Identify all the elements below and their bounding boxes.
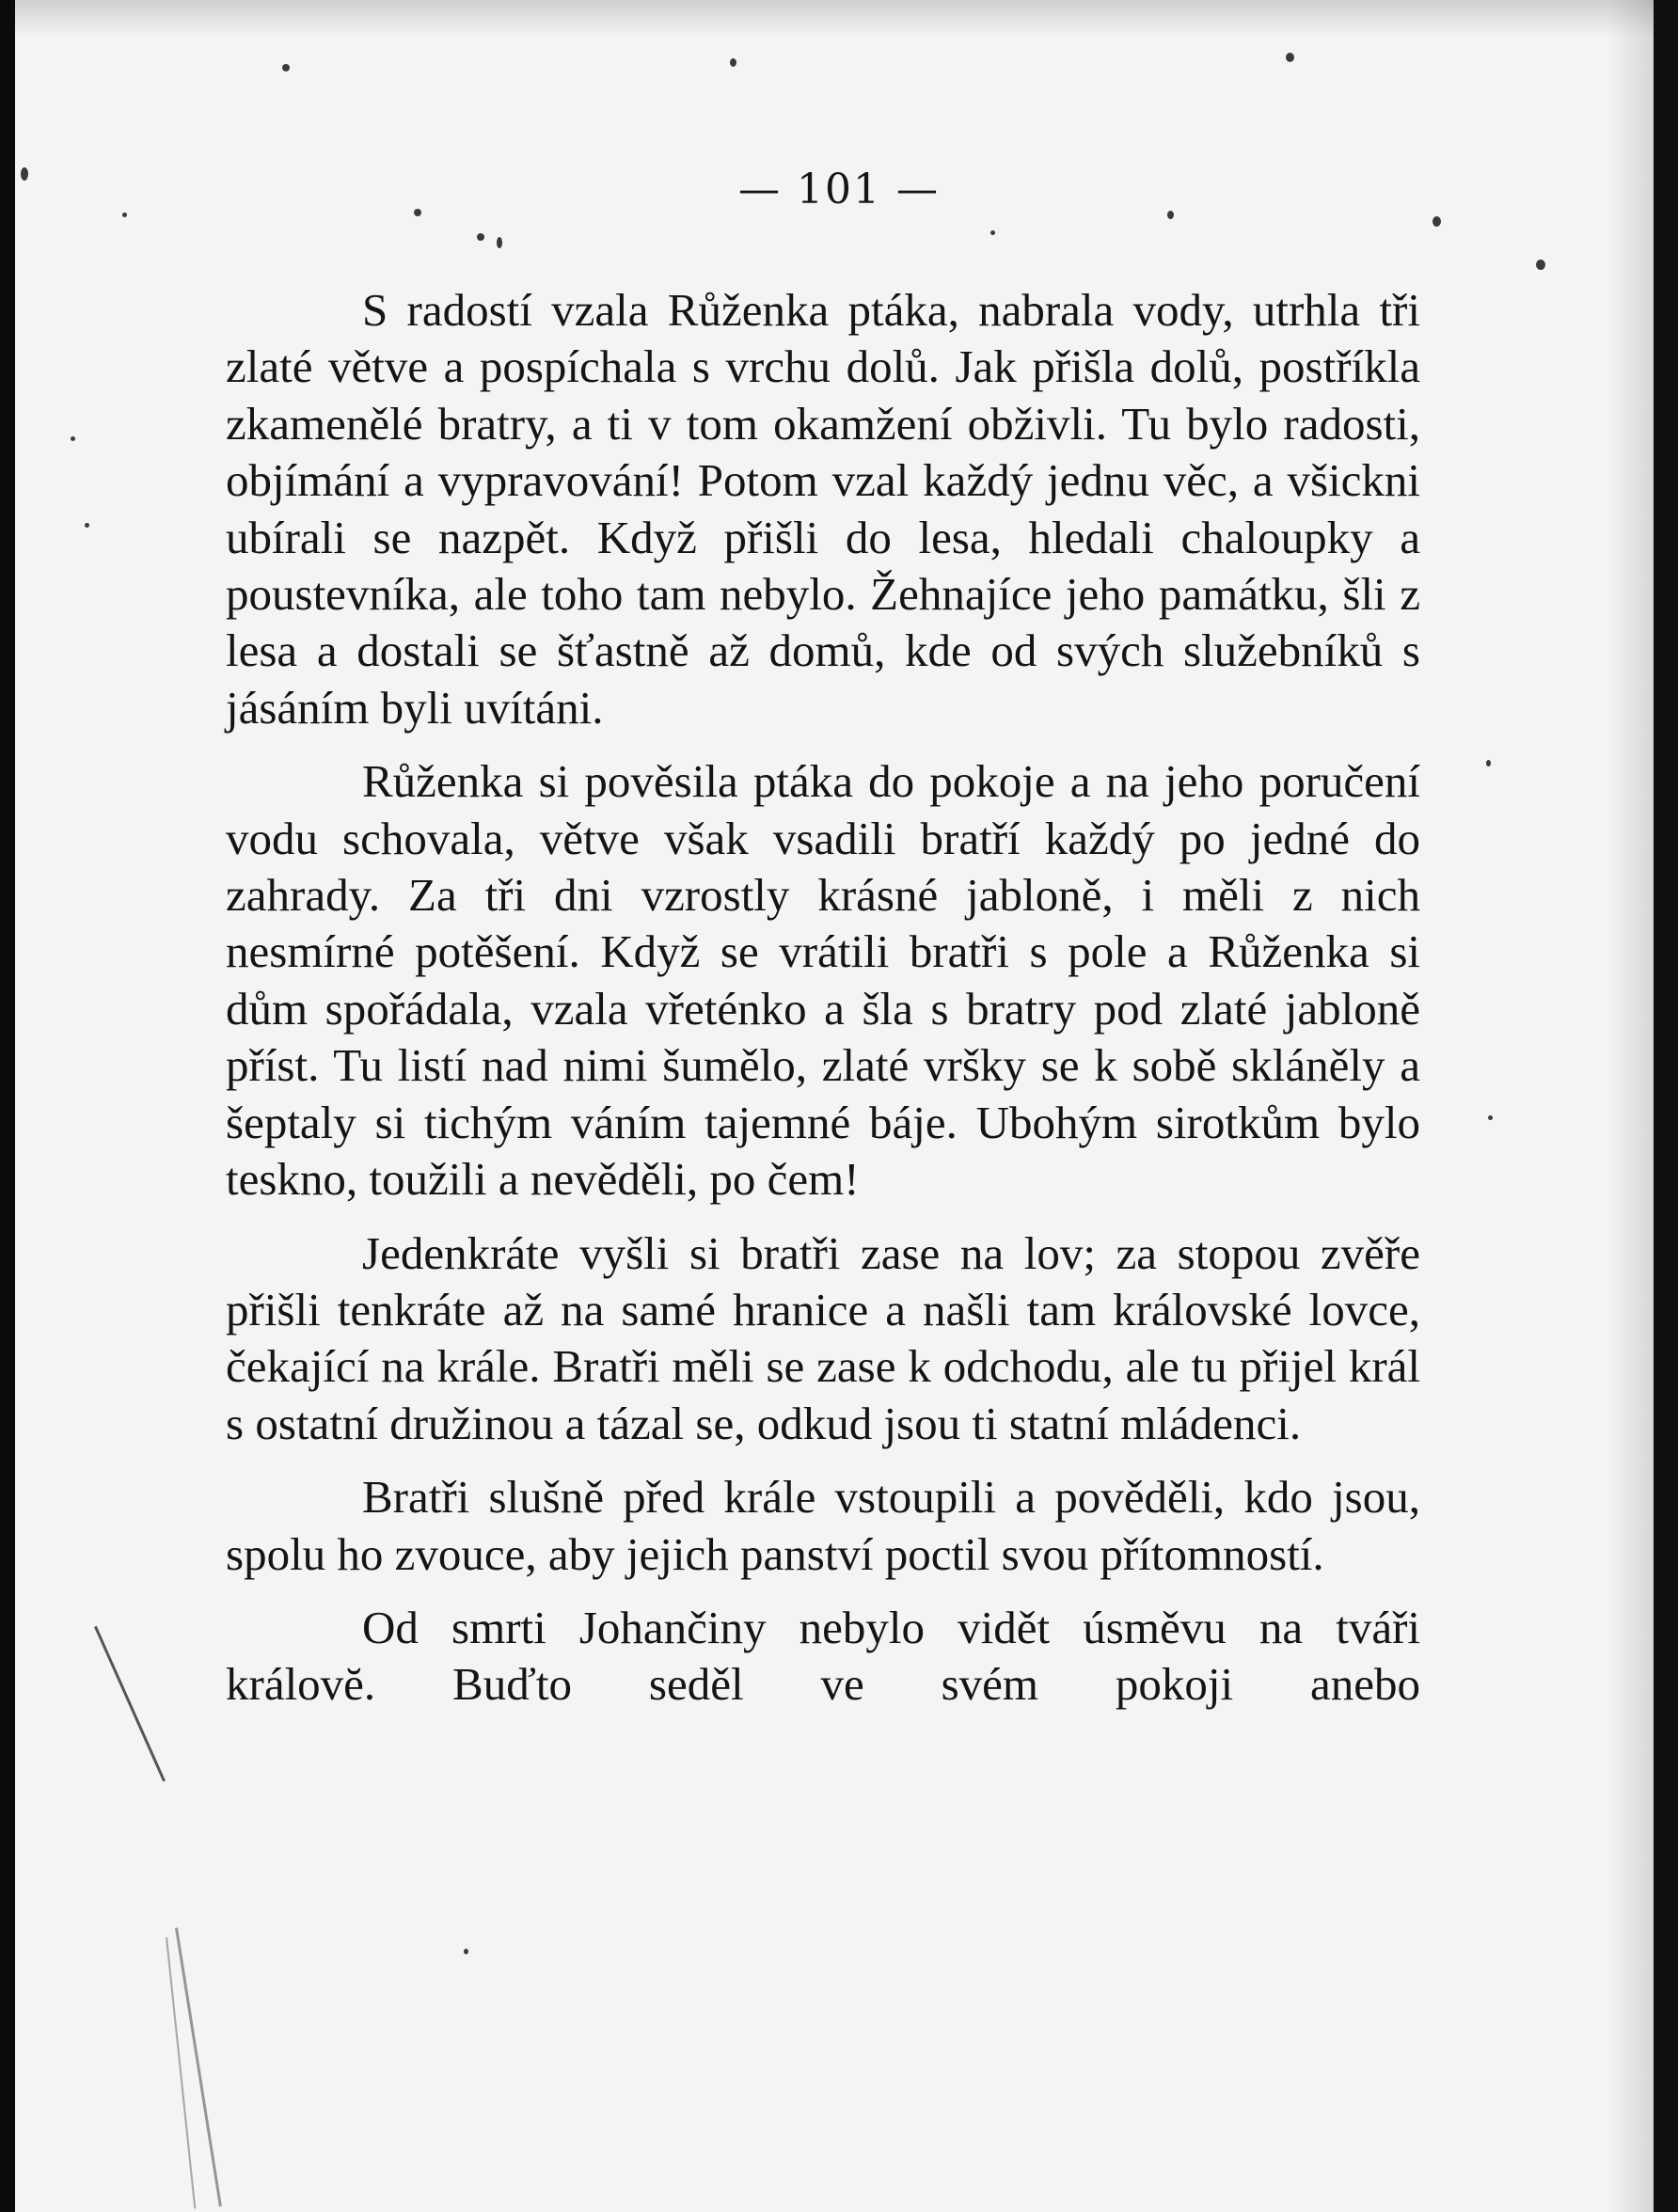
scan-speck (1286, 53, 1294, 62)
scan-right-border (1654, 0, 1678, 2212)
paragraph: Jedenkráte vyšli si bratři zase na lov; za stopou zvěře přišli tenkráte až na samé hranice a našli tam královské lovce, čekající na krále. Bratři měli se zase k odchodu, ale tu přijel král s ostatní družinou a tázal se, odkud jsou ti statní mládenci. (226, 1226, 1420, 1449)
scan-speck (464, 1949, 468, 1954)
scan-scratch (94, 1626, 166, 1782)
paragraph: Bratři slušně před krále vstoupili a pověděli, kdo jsou, spolu ho zvouce, aby jejich panství poctil svou přítomností. (226, 1471, 1420, 1580)
scan-speck (497, 237, 502, 248)
scan-speck (85, 523, 89, 528)
paragraph: S radostí vzala Růženka ptáka, nabrala vody, utrhla tři zlaté větve a pospíchala s vrchu dolů. Jak přišla dolů, postříkla zkamenělé bratry, a ti v tom okamžení obživli. Tu bylo radosti, objímání a vypravování! Potom vzal každý jednu věc, a všickni ubírali se nazpět. Když přišli do lesa, hledali chaloupky a poustevníka, ale toho tam nebylo. Žehnajíce jeho památku, šli z lesa a dostali se šťastně až domů, kde od svých služebníků s jásáním byli uvítáni. (226, 284, 1420, 734)
scan-speck (71, 436, 75, 441)
scan-scratch (166, 1937, 196, 2209)
scan-speck (1488, 1115, 1493, 1120)
scan-speck (1433, 216, 1441, 227)
scan-speck (730, 58, 736, 67)
scan-top-shadow (15, 0, 1654, 38)
scan-speck (990, 230, 995, 235)
scan-left-border (0, 0, 15, 2212)
scan-speck (282, 64, 290, 71)
paragraph: Růženka si pověsila ptáka do pokoje a na jeho poručení vodu schovala, větve však vsadili bratří každý po jedné do zahrady. Za tři dni vzrostly krásné jabloně, i měli z nich nesmírné potěšení. Když se vrátili bratři s pole a Růženka si dům spořádala, vzala vřeténko a šla s bratry pod zlaté jabloně příst. Tu listí nad nimi šumělo, zlaté vršky se k sobě skláněly a šeptaly si tichým váním tajemné báje. Ubohým sirotkům bylo teskno, toužili a nevěděli, po čem! (226, 755, 1420, 1206)
scan-speck (1536, 260, 1545, 270)
paragraph: Od smrti Johančiny nebylo vidět úsměvu na tváři královĕ. Buďto seděl ve svém pokoji anebo (226, 1601, 1420, 1711)
scan-scratch (175, 1928, 222, 2207)
scan-right-shadow (1607, 0, 1654, 2212)
scan-speck (477, 233, 484, 241)
page-number: — 101 — (738, 166, 940, 213)
scan-speck (1486, 760, 1491, 766)
body-text (226, 282, 1420, 1714)
